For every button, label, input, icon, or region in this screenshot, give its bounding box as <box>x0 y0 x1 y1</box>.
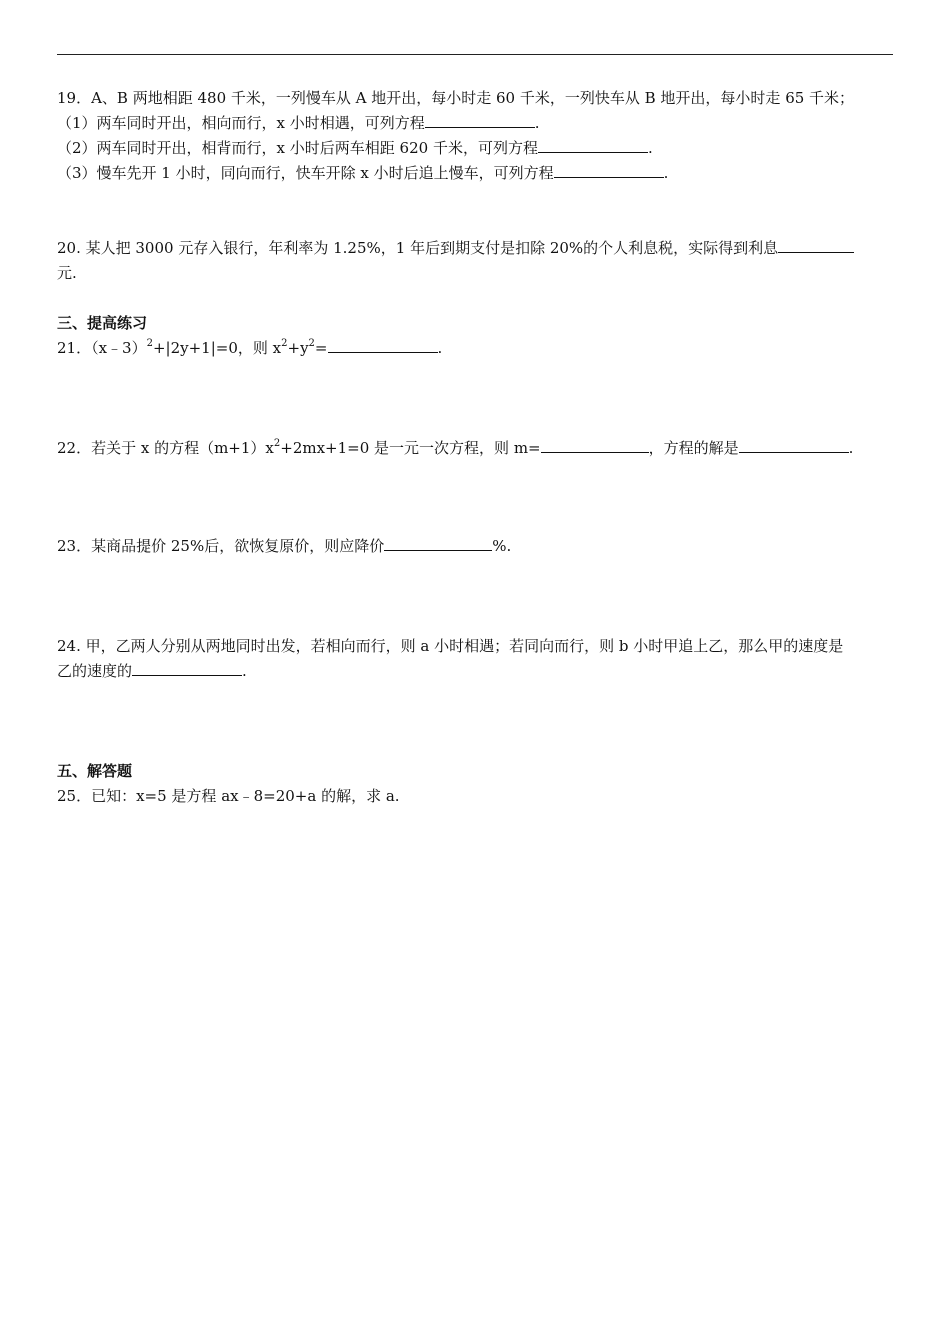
q19-part-3-end: . <box>663 164 669 182</box>
q22-mid-2: ，方程的解是 <box>648 439 739 457</box>
q24-answer-blank[interactable] <box>132 659 242 676</box>
q19-part-2 <box>57 136 893 161</box>
q20-answer-blank[interactable] <box>778 236 854 253</box>
q19-stem: 19．A、B 两地相距 480 千米，一列慢车从 A 地开出，每小时走 60 千米，一列快车从 B 地开出，每小时走 65 千米； <box>57 89 855 107</box>
q19-part-2-text: （2）两车同时开出，相背而行，x 小时后两车相距 620 千米，可列方程 <box>57 139 538 157</box>
q21-eq: = <box>314 339 328 357</box>
header-rule <box>57 54 893 55</box>
q23-end: %. <box>492 537 512 555</box>
q22-mid: +2mx+1=0 是一元一次方程，则 m= <box>280 439 541 457</box>
q21-exp-1: 2 <box>146 338 153 349</box>
q19-part-3-text: （3）慢车先开 1 小时，同向而行，快车开除 x 小时后追上慢车，可列方程 <box>57 164 554 182</box>
q21-lead: 21．（x﹣3） <box>57 339 147 357</box>
q24-end: . <box>242 662 247 680</box>
q21-answer-blank[interactable] <box>328 336 438 353</box>
q21-exp-3: 2 <box>308 338 315 349</box>
q22-lead: 22．若关于 x 的方程（m+1）x <box>57 439 274 457</box>
q21-exp-2: 2 <box>281 338 288 349</box>
q19-answer-blank-2[interactable] <box>538 136 648 153</box>
q24-line-1: 24. 甲，乙两人分别从两地同时出发，若相向而行，则 a 小时相遇；若同向而行，则 b 小时甲追上乙，那么甲的速度是 <box>57 637 844 655</box>
q22-end: . <box>848 439 854 457</box>
q21-end: . <box>437 339 443 357</box>
question-21 <box>57 336 893 361</box>
q22-answer-blank-m[interactable] <box>541 436 649 453</box>
q19-part-1 <box>57 111 893 136</box>
q19-answer-blank-1[interactable] <box>425 111 535 128</box>
q19-part-2-end: . <box>647 139 653 157</box>
q22-exp: 2 <box>273 438 281 449</box>
section-5-heading: 五、解答题 <box>57 762 133 780</box>
q20-unit: 元. <box>57 264 77 282</box>
q23-text: 23．某商品提价 25%后，欲恢复原价，则应降价 <box>57 537 385 555</box>
q21-mid: +|2y+1|=0，则 x <box>152 339 282 357</box>
q22-answer-blank-solution[interactable] <box>739 436 849 453</box>
question-22 <box>57 436 893 461</box>
q19-part-1-text: （1）两车同时开出，相向而行，x 小时相遇，可列方程 <box>57 114 425 132</box>
q19-part-3 <box>57 161 893 186</box>
q19-part-1-end: . <box>534 114 540 132</box>
q19-answer-blank-3[interactable] <box>554 161 664 178</box>
q21-mid-2: +y <box>287 339 309 357</box>
question-20 <box>57 236 893 286</box>
q20-line-1 <box>57 236 893 261</box>
question-25 <box>57 784 893 809</box>
q23-answer-blank[interactable] <box>384 534 492 551</box>
question-24 <box>57 634 893 684</box>
q25-text: 25．已知：x=5 是方程 ax﹣8=20+a 的解，求 a. <box>57 787 400 805</box>
q20-text: 20. 某人把 3000 元存入银行，年利率为 1.25%，1 年后到期支付是扣除 20%的个人利息税，实际得到利息 <box>57 239 779 257</box>
section-3-heading: 三、提高练习 <box>57 314 148 332</box>
q24-line-2 <box>57 659 893 684</box>
question-19 <box>57 86 893 186</box>
question-23 <box>57 534 893 559</box>
q24-line-2-text: 乙的速度的 <box>57 662 133 680</box>
